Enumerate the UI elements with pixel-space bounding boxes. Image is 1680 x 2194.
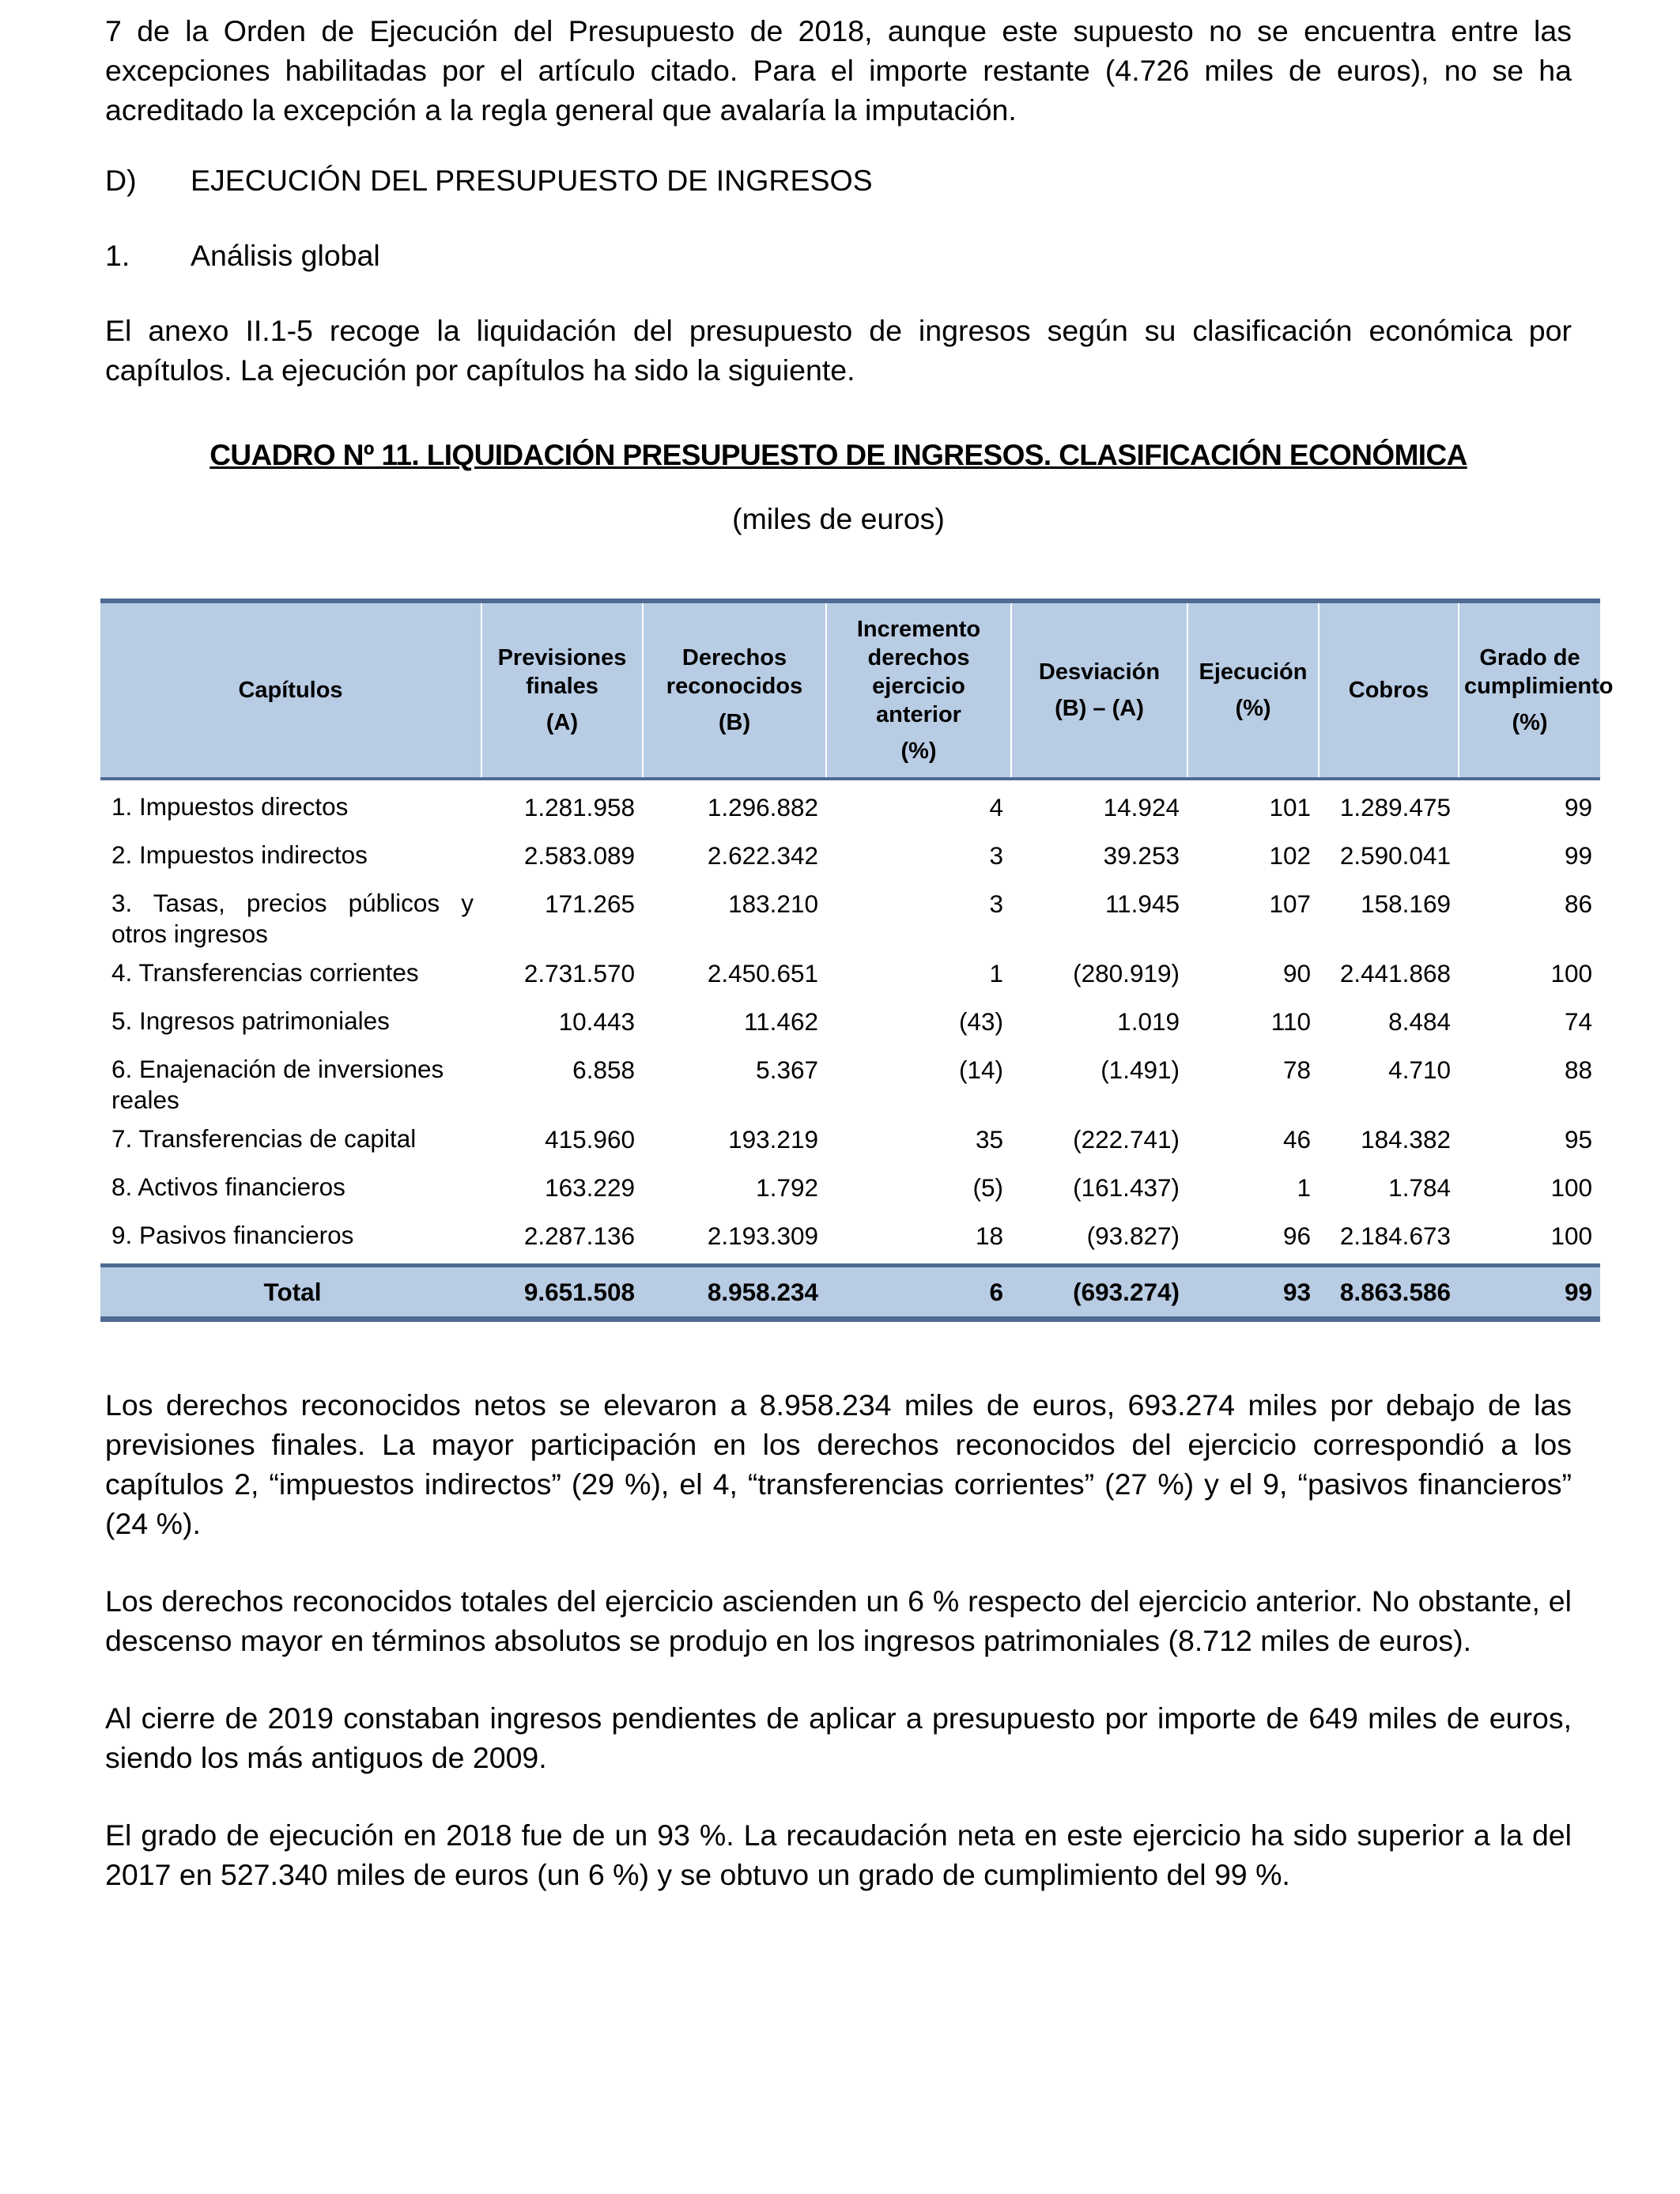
row-cell-deviation: 39.253 <box>1103 841 1180 870</box>
row-cell-compliance-degree: 88 <box>1564 1055 1592 1084</box>
row-cell-increase-prior-year: 1 <box>989 959 1003 987</box>
row-cell-recognized-rights: 183.210 <box>728 889 818 918</box>
analysis-paragraph: Los derechos reconocidos netos se elevaron a 8.958.234 miles de euros, 693.274 miles por debajo de las previsiones finales. La mayor participación en los derechos reconocidos del ejercicio correspondió a los capítulos 2, “impuestos indirectos” (29 %), el 4, “transferencias corrientes” (27 %) y el 9, “pasivos financieros” (24 %). <box>105 1388 1572 1540</box>
section-heading-d <box>105 160 1572 200</box>
row-chapter-label: 5. Ingresos patrimoniales <box>111 1006 390 1035</box>
row-cell-recognized-rights: 11.462 <box>743 1007 818 1036</box>
row-cell-compliance-degree: 100 <box>1550 959 1592 987</box>
col-header-label: Previsiones finales <box>497 645 627 699</box>
col-header-unit: (B) <box>718 710 751 735</box>
table-row <box>100 1167 1600 1215</box>
annex-paragraph: El anexo II.1-5 recoge la liquidación del presupuesto de ingresos según su clasificación económica por capítulos. La ejecución por capítulos ha sido la siguiente. <box>105 314 1572 387</box>
row-chapter-label: 7. Transferencias de capital <box>111 1124 417 1153</box>
row-cell-deviation: 14.924 <box>1103 793 1180 821</box>
row-cell-deviation: 11.945 <box>1104 889 1180 918</box>
subsection-heading-1 <box>105 236 1572 275</box>
table-title: CUADRO Nº 11. LIQUIDACIÓN PRESUPUESTO DE INGRESOS. CLASIFICACIÓN ECONÓMICA <box>210 439 1467 471</box>
page-body <box>105 11 1572 574</box>
row-cell-final-forecasts: 163.229 <box>545 1173 635 1202</box>
table-row <box>100 953 1600 1001</box>
row-cell-deviation: (161.437) <box>1073 1173 1180 1202</box>
row-chapter-label: 3. Tasas, precios públicos y otros ingresos <box>111 889 474 948</box>
total-cell-deviation: (693.274) <box>1011 1266 1187 1320</box>
row-cell-final-forecasts: 2.287.136 <box>523 1222 635 1250</box>
row-cell-execution: 1 <box>1297 1173 1311 1202</box>
row-cell-recognized-rights: 193.219 <box>728 1125 818 1154</box>
row-cell-final-forecasts: 10.443 <box>558 1007 635 1036</box>
row-cell-increase-prior-year: 3 <box>989 889 1003 918</box>
col-header-unit: (%) <box>1235 696 1271 721</box>
table-row <box>100 1215 1600 1266</box>
row-cell-compliance-degree: 86 <box>1564 889 1592 918</box>
col-header-increase-prior-year <box>826 601 1011 779</box>
income-budget-table <box>100 599 1614 1322</box>
row-cell-deviation: (1.491) <box>1100 1055 1180 1084</box>
row-cell-recognized-rights: 2.622.342 <box>707 841 818 870</box>
col-header-unit: (%) <box>1512 710 1548 735</box>
total-cell-collections: 8.863.586 <box>1319 1266 1459 1320</box>
col-header-unit: (A) <box>546 710 579 735</box>
col-header-collections <box>1319 601 1459 779</box>
intro-paragraph: 7 de la Orden de Ejecución del Presupuesto de 2018, aunque este supuesto no se encuentra entre las excepciones habilitadas por el artículo citado. Para el importe restante (4.726 miles de euros), no se ha acreditado la excepción a la regla general que avalaría la imputación. <box>105 14 1572 127</box>
row-chapter-label: 2. Impuestos indirectos <box>111 840 368 869</box>
row-cell-recognized-rights: 5.367 <box>756 1055 818 1084</box>
col-header-final-forecasts <box>481 601 643 779</box>
row-cell-final-forecasts: 1.281.958 <box>523 793 635 821</box>
row-cell-collections: 1.784 <box>1388 1173 1451 1202</box>
row-cell-final-forecasts: 415.960 <box>545 1125 635 1154</box>
col-header-compliance-degree <box>1459 601 1614 779</box>
total-label: Total <box>100 1266 481 1320</box>
col-header-label: Grado de cumplimiento <box>1464 645 1614 699</box>
row-cell-recognized-rights: 1.792 <box>756 1173 818 1202</box>
row-cell-increase-prior-year: 4 <box>989 793 1003 821</box>
row-cell-collections: 2.184.673 <box>1339 1222 1451 1250</box>
col-header-execution <box>1187 601 1319 779</box>
row-cell-collections: 2.590.041 <box>1339 841 1451 870</box>
row-cell-final-forecasts: 171.265 <box>545 889 635 918</box>
row-cell-final-forecasts: 6.858 <box>572 1055 635 1084</box>
row-cell-deviation: (93.827) <box>1086 1222 1180 1250</box>
analysis-paragraph: El grado de ejecución en 2018 fue de un 93 %. La recaudación neta en este ejercicio ha sido superior a la del 2017 en 527.340 miles de euros (un 6 %) y se obtuvo un grado de cumplimiento del 99 %. <box>105 1818 1572 1891</box>
row-cell-deviation: 1.019 <box>1117 1007 1180 1036</box>
row-cell-compliance-degree: 100 <box>1550 1173 1592 1202</box>
analysis-paragraph: Los derechos reconocidos totales del ejercicio ascienden un 6 % respecto del ejercicio anterior. No obstante, el descenso mayor en términos absolutos se produjo en los ingresos patrimoniales (8.712 miles de euros). <box>105 1584 1572 1657</box>
row-cell-increase-prior-year: 18 <box>975 1222 1003 1250</box>
col-header-chapters <box>100 601 481 779</box>
row-cell-final-forecasts: 2.583.089 <box>523 841 635 870</box>
row-cell-execution: 78 <box>1282 1055 1311 1084</box>
table-total-row <box>100 1266 1600 1320</box>
row-cell-final-forecasts: 2.731.570 <box>523 959 635 987</box>
row-cell-compliance-degree: 100 <box>1550 1222 1592 1250</box>
row-chapter-label: 8. Activos financieros <box>111 1173 345 1201</box>
row-chapter-label: 4. Transferencias corrientes <box>111 958 419 987</box>
total-cell-compliance-degree: 99 <box>1459 1266 1600 1320</box>
table-row <box>100 883 1600 953</box>
row-cell-compliance-degree: 99 <box>1564 793 1592 821</box>
col-header-deviation <box>1011 601 1187 779</box>
row-cell-increase-prior-year: (5) <box>972 1173 1003 1202</box>
row-cell-deviation: (280.919) <box>1073 959 1180 987</box>
row-chapter-label: 9. Pasivos financieros <box>111 1221 354 1249</box>
col-header-label: Cobros <box>1348 678 1429 703</box>
analysis-paragraph: Al cierre de 2019 constaban ingresos pendientes de aplicar a presupuesto por importe de 649 miles de euros, siendo los más antiguos de 2009. <box>105 1701 1572 1774</box>
table-row <box>100 1001 1600 1049</box>
row-cell-collections: 4.710 <box>1388 1055 1451 1084</box>
total-cell-final-forecasts: 9.651.508 <box>481 1266 643 1320</box>
col-header-label: Ejecución <box>1199 659 1308 685</box>
table-subtitle: (miles de euros) <box>732 502 945 535</box>
row-cell-compliance-degree: 74 <box>1564 1007 1592 1036</box>
row-cell-execution: 110 <box>1270 1007 1311 1036</box>
row-cell-increase-prior-year: (14) <box>958 1055 1003 1084</box>
subsection-title: Análisis global <box>191 239 380 272</box>
row-cell-collections: 8.484 <box>1388 1007 1451 1036</box>
analysis-section <box>105 1385 1572 1932</box>
col-header-label: Desviación <box>1038 659 1161 685</box>
row-cell-collections: 158.169 <box>1361 889 1451 918</box>
col-header-label: Derechos reconocidos <box>666 645 803 699</box>
table-row <box>100 835 1600 883</box>
row-cell-deviation: (222.741) <box>1073 1125 1180 1154</box>
col-header-recognized-rights <box>643 601 826 779</box>
row-cell-execution: 107 <box>1269 889 1311 918</box>
total-cell-recognized-rights: 8.958.234 <box>643 1266 826 1320</box>
total-cell-increase-prior-year: 6 <box>826 1266 1011 1320</box>
row-cell-collections: 1.289.475 <box>1339 793 1451 821</box>
table-header-row <box>100 601 1600 779</box>
col-header-unit: (%) <box>900 738 937 764</box>
row-chapter-label: 6. Enajenación de inversiones reales <box>111 1055 444 1114</box>
row-cell-recognized-rights: 2.193.309 <box>707 1222 818 1250</box>
row-cell-execution: 46 <box>1282 1125 1311 1154</box>
section-title: EJECUCIÓN DEL PRESUPUESTO DE INGRESOS <box>191 164 873 197</box>
row-cell-compliance-degree: 95 <box>1564 1125 1592 1154</box>
row-cell-execution: 101 <box>1269 793 1311 821</box>
row-cell-execution: 102 <box>1269 841 1311 870</box>
row-cell-increase-prior-year: 35 <box>975 1125 1003 1154</box>
row-cell-increase-prior-year: (43) <box>958 1007 1003 1036</box>
row-cell-increase-prior-year: 3 <box>989 841 1003 870</box>
row-cell-compliance-degree: 99 <box>1564 841 1592 870</box>
row-chapter-label: 1. Impuestos directos <box>111 792 349 821</box>
subsection-number: 1. <box>105 239 130 272</box>
col-header-unit: (B) – (A) <box>1055 696 1144 721</box>
table-row <box>100 779 1600 835</box>
row-cell-recognized-rights: 2.450.651 <box>707 959 818 987</box>
row-cell-execution: 90 <box>1282 959 1311 987</box>
row-cell-recognized-rights: 1.296.882 <box>707 793 818 821</box>
total-cell-execution: 93 <box>1187 1266 1319 1320</box>
row-cell-collections: 184.382 <box>1361 1125 1451 1154</box>
col-header-label: Incremento derechos ejercicio anterior <box>856 617 981 727</box>
table-row <box>100 1119 1600 1167</box>
row-cell-execution: 96 <box>1282 1222 1311 1250</box>
section-number: D) <box>105 164 137 197</box>
table-row <box>100 1049 1600 1119</box>
col-header-label: Capítulos <box>238 678 343 703</box>
row-cell-collections: 2.441.868 <box>1339 959 1451 987</box>
